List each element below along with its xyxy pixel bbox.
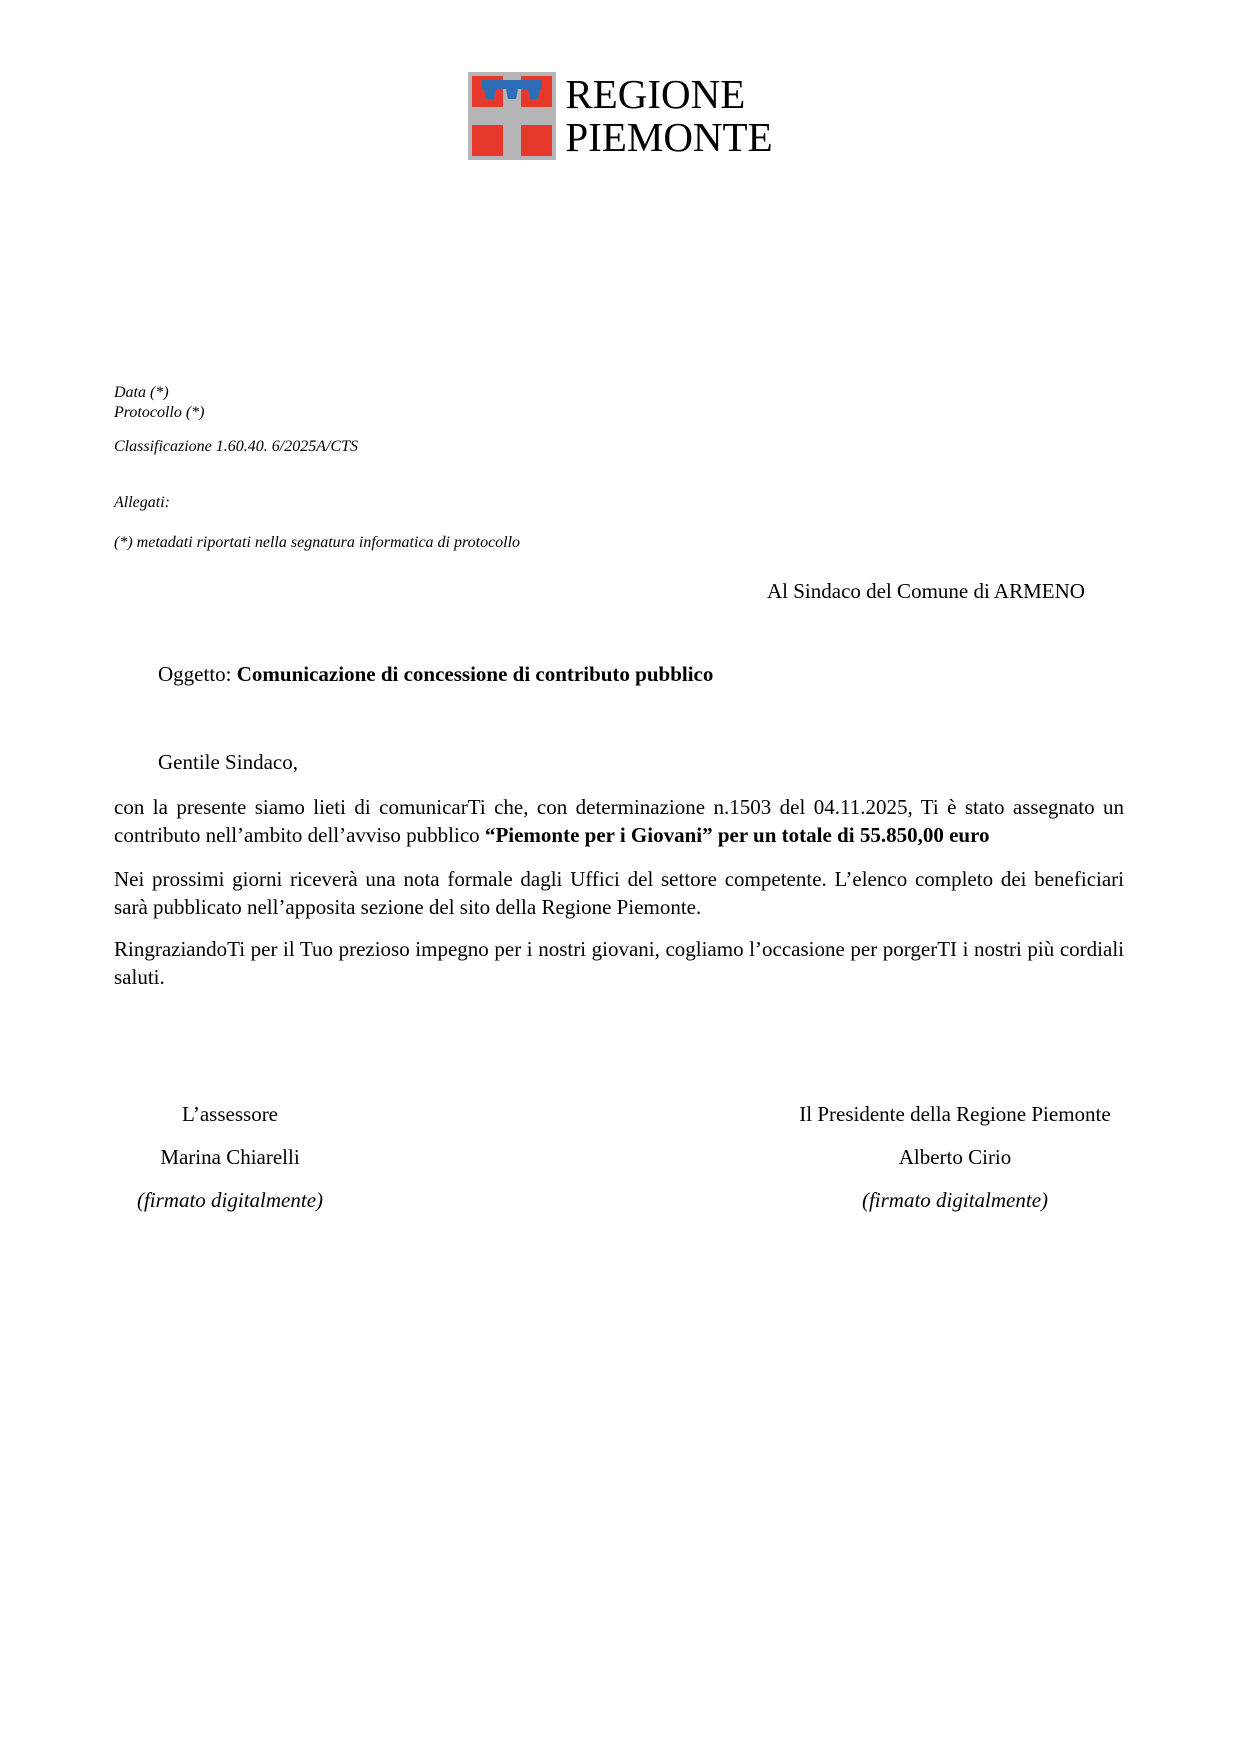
org-name	[565, 73, 772, 159]
body-paragraph-1	[114, 793, 1124, 849]
body-paragraph-2: Nei prossimi giorni riceverà una nota formale dagli Uffici del settore competente. L’elenco completo dei beneficiari sarà pubblicato nell’apposita sezione del sito della Regione Piemonte.	[114, 867, 1124, 919]
emblem-blue-label	[482, 80, 542, 99]
signature-presidente	[775, 1100, 1135, 1229]
body-paragraph-3: RingraziandoTi per il Tuo prezioso impegno per i nostri giovani, cogliamo l’occasione per porgerTI i nostri più cordiali saluti.	[114, 937, 1124, 989]
signature-name: Alberto Cirio	[898, 1145, 1012, 1169]
metadata-data-line: Data (*)	[114, 384, 169, 401]
protocol-metadata	[114, 383, 520, 553]
subject-label: Oggetto:	[158, 662, 237, 686]
org-name-line1: REGIONE	[565, 71, 746, 117]
regione-piemonte-emblem-icon	[468, 72, 556, 160]
recipient-line: Al Sindaco del Comune di ARMENO	[767, 579, 1085, 603]
metadata-footnote: (*) metadati riportati nella segnatura informatica di protocollo	[114, 534, 521, 551]
signature-digital-note: (firmato digitalmente)	[861, 1188, 1049, 1212]
signature-assessore	[114, 1100, 346, 1229]
metadata-classificazione-line: Classificazione 1.60.40. 6/2025A/CTS	[114, 438, 359, 455]
metadata-protocollo-line: Protocollo (*)	[114, 404, 205, 421]
salutation: Gentile Sindaco,	[158, 750, 298, 774]
emblem-red-quarter	[521, 125, 552, 156]
org-name-line2: PIEMONTE	[565, 114, 773, 160]
metadata-allegati-line: Allegati:	[114, 494, 170, 511]
subject-text: Comunicazione di concessione di contributo pubblico	[236, 662, 714, 686]
signature-role: L’assessore	[181, 1102, 279, 1126]
body-paragraph-1-normal: con la presente siamo lieti di comunicarTi che, con determinazione n.1503 del 04.11.2025, Ti è stato assegnato un contributo nell’ambito dell’avviso pubblico	[114, 795, 1124, 847]
subject-line	[158, 660, 713, 688]
signature-role: Il Presidente della Regione Piemonte	[799, 1102, 1111, 1126]
emblem-red-quarter	[472, 125, 503, 156]
signature-name: Marina Chiarelli	[160, 1145, 300, 1169]
letter-body	[114, 793, 1124, 991]
letterhead	[0, 72, 1241, 160]
body-paragraph-1-bold: “Piemonte per i Giovani” per un totale di 55.850,00 euro	[484, 823, 990, 847]
signature-digital-note: (firmato digitalmente)	[136, 1188, 324, 1212]
